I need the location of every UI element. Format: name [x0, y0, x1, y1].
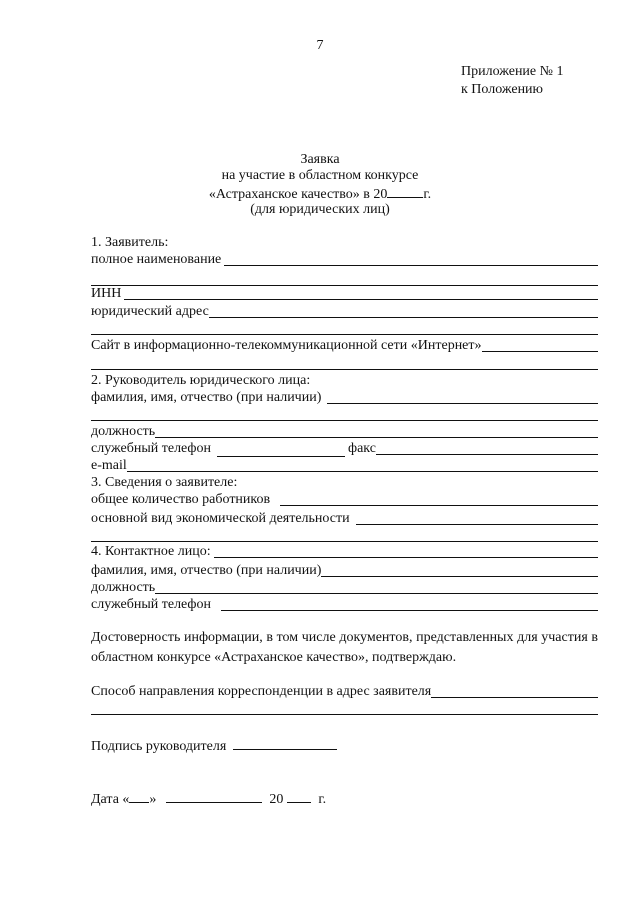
date-month-field[interactable]: [166, 790, 262, 803]
title-line-3-prefix: «Астраханское качество» в 20: [208, 187, 388, 202]
employees-row: [91, 492, 598, 508]
contact-position-row: [91, 580, 598, 596]
full-name-field[interactable]: [224, 253, 598, 266]
director-position-field[interactable]: [155, 425, 598, 438]
date-quote-close: »: [149, 792, 157, 807]
website-row: [91, 338, 598, 354]
legal-address-continuation-line[interactable]: [91, 334, 598, 335]
year-blank[interactable]: [387, 185, 423, 198]
section1-heading: 1. Заявитель:: [91, 235, 169, 250]
inn-field[interactable]: [124, 287, 598, 300]
date-century: 20: [269, 792, 284, 807]
contact-fio-field[interactable]: [321, 564, 598, 577]
legal-address-row: [91, 304, 598, 320]
full-name-label: полное наименование: [91, 252, 222, 267]
director-fio-label: фамилия, имя, отчество (при наличии): [91, 390, 322, 405]
director-email-field[interactable]: [127, 459, 598, 472]
appendix-line-2: к Положению: [461, 82, 544, 97]
director-position-row: [91, 424, 598, 440]
appendix-line-1: Приложение № 1: [461, 64, 564, 79]
full-name-row: [91, 252, 598, 268]
website-field[interactable]: [482, 339, 598, 352]
page-number: 7: [316, 38, 324, 53]
date-row: [91, 790, 326, 808]
signature-label: Подпись руководителя: [91, 739, 227, 754]
director-phone-field[interactable]: [217, 444, 345, 457]
activity-label: основной вид экономической деятельности: [91, 511, 350, 526]
director-phone-label: служебный телефон: [91, 441, 211, 456]
activity-continuation-line[interactable]: [91, 541, 598, 542]
activity-field[interactable]: [356, 512, 598, 525]
title-line-3: [0, 185, 640, 203]
section4-heading: 4. Контактное лицо:: [91, 544, 211, 559]
section3-heading: 3. Сведения о заявителе:: [91, 475, 238, 490]
date-year-suffix: г.: [318, 792, 327, 807]
title-line-1: Заявка: [300, 152, 340, 167]
contact-phone-field[interactable]: [221, 598, 598, 611]
contact-phone-label: служебный телефон: [91, 597, 211, 612]
employees-field[interactable]: [280, 493, 598, 506]
correspondence-row: [91, 684, 598, 700]
title-line-3-suffix: г.: [423, 187, 432, 202]
director-position-label: должность: [91, 424, 156, 439]
contact-position-label: должность: [91, 580, 156, 595]
website-continuation-line[interactable]: [91, 369, 598, 370]
website-label: Сайт в информационно-телекоммуникационной сети «Интернет»: [91, 338, 482, 353]
correspondence-continuation-line[interactable]: [91, 714, 598, 715]
contact-field[interactable]: [214, 545, 598, 558]
director-fax-field[interactable]: [376, 442, 598, 455]
legal-address-field[interactable]: [209, 305, 598, 318]
date-day-field[interactable]: [129, 790, 149, 803]
legal-address-label: юридический адрес: [91, 304, 209, 319]
director-fio-continuation-line[interactable]: [91, 420, 598, 421]
activity-row: [91, 511, 598, 527]
date-year-field[interactable]: [287, 790, 311, 803]
director-fax-label: факс: [348, 441, 376, 456]
contact-fio-label: фамилия, имя, отчество (при наличии): [91, 563, 322, 578]
signature-row: [91, 737, 337, 755]
director-email-row: [91, 458, 598, 474]
contact-heading-row: [91, 544, 598, 560]
inn-row: [91, 286, 598, 302]
correspondence-label: Способ направления корреспонденции в адрес заявителя: [91, 684, 432, 699]
date-prefix: Дата «: [91, 792, 130, 807]
title-line-4: (для юридических лиц): [250, 202, 390, 217]
employees-label: общее количество работников: [91, 492, 271, 507]
director-fio-field[interactable]: [327, 391, 598, 404]
director-phone-row: [91, 441, 598, 457]
director-email-label: e-mail: [91, 458, 127, 473]
correspondence-field[interactable]: [431, 685, 598, 698]
confirmation-paragraph: Достоверность информации, в том числе документов, представленных для участия в областном конкурсе «Астраханское качество», подтверждаю.: [91, 630, 598, 665]
title-line-2: на участие в областном конкурсе: [221, 168, 419, 183]
contact-position-field[interactable]: [155, 581, 598, 594]
signature-field[interactable]: [233, 737, 337, 750]
section2-heading: 2. Руководитель юридического лица:: [91, 373, 311, 388]
inn-label: ИНН: [91, 286, 122, 301]
director-fio-row: [91, 390, 598, 406]
contact-fio-row: [91, 563, 598, 579]
contact-phone-row: [91, 597, 598, 613]
